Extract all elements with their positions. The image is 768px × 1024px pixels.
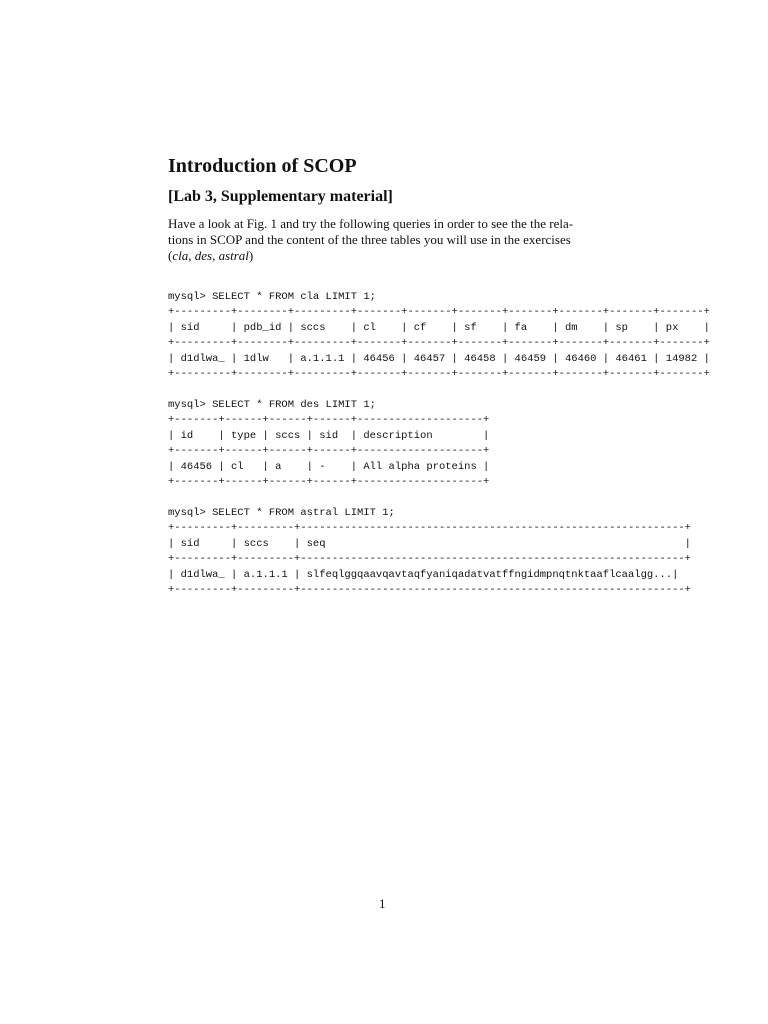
page-subtitle: [Lab 3, Supplementary material] <box>168 188 393 205</box>
table-header: | id | type | sccs | sid | description | <box>168 429 490 442</box>
table-row: | d1dlwa_ | 1dlw | a.1.1.1 | 46456 | 46457 | 46458 | 46459 | 46460 | 46461 | 14982 | <box>168 352 710 365</box>
intro-line: tions in SCOP and the content of the three tables you will use in the exercises <box>168 232 571 247</box>
table-border: +---------+---------+-------------------------------------------------------------+ <box>168 583 691 596</box>
intro-paragraph <box>168 216 608 264</box>
sql-command: mysql> SELECT * FROM des LIMIT 1; <box>168 399 376 411</box>
table-border: +---------+---------+-------------------------------------------------------------+ <box>168 553 691 566</box>
table-border: +---------+--------+---------+-------+-------+-------+-------+-------+-------+-------+ <box>168 337 710 350</box>
intro-line: Have a look at Fig. 1 and try the following queries in order to see the the rela- <box>168 216 574 231</box>
sql-command: mysql> SELECT * FROM astral LIMIT 1; <box>168 507 395 519</box>
paren-close: ) <box>248 248 254 263</box>
table-header: | sid | pdb_id | sccs | cl | cf | sf | fa | dm | sp | px | <box>168 321 710 334</box>
table-border: +-------+------+------+------+--------------------+ <box>168 445 490 458</box>
table-name-cla: cla <box>172 248 189 263</box>
table-name-astral: astral <box>218 248 249 263</box>
table-row: | d1dlwa_ | a.1.1.1 | slfeqlggqaavqavtaqfyaniqadatvatffngidmpnqtnktaaflcaalgg...| <box>168 568 679 581</box>
separator: , <box>212 248 219 263</box>
separator: , <box>188 248 195 263</box>
paren-open: ( <box>168 248 173 263</box>
table-name-des: des <box>194 248 213 263</box>
table-border: +---------+--------+---------+-------+-------+-------+-------+-------+-------+-------+ <box>168 306 710 319</box>
table-row: | 46456 | cl | a | - | All alpha proteins | <box>168 460 490 473</box>
table-border: +---------+---------+-------------------------------------------------------------+ <box>168 522 691 535</box>
sql-command: mysql> SELECT * FROM cla LIMIT 1; <box>168 291 376 303</box>
table-border: +-------+------+------+------+--------------------+ <box>168 475 490 488</box>
table-border: +-------+------+------+------+--------------------+ <box>168 414 490 427</box>
table-header: | sid | sccs | seq | <box>168 537 691 550</box>
page-number: 1 <box>379 896 386 911</box>
page-title: Introduction of SCOP <box>168 155 357 177</box>
intro-line <box>168 248 608 264</box>
table-border: +---------+--------+---------+-------+-------+-------+-------+-------+-------+-------+ <box>168 367 710 380</box>
